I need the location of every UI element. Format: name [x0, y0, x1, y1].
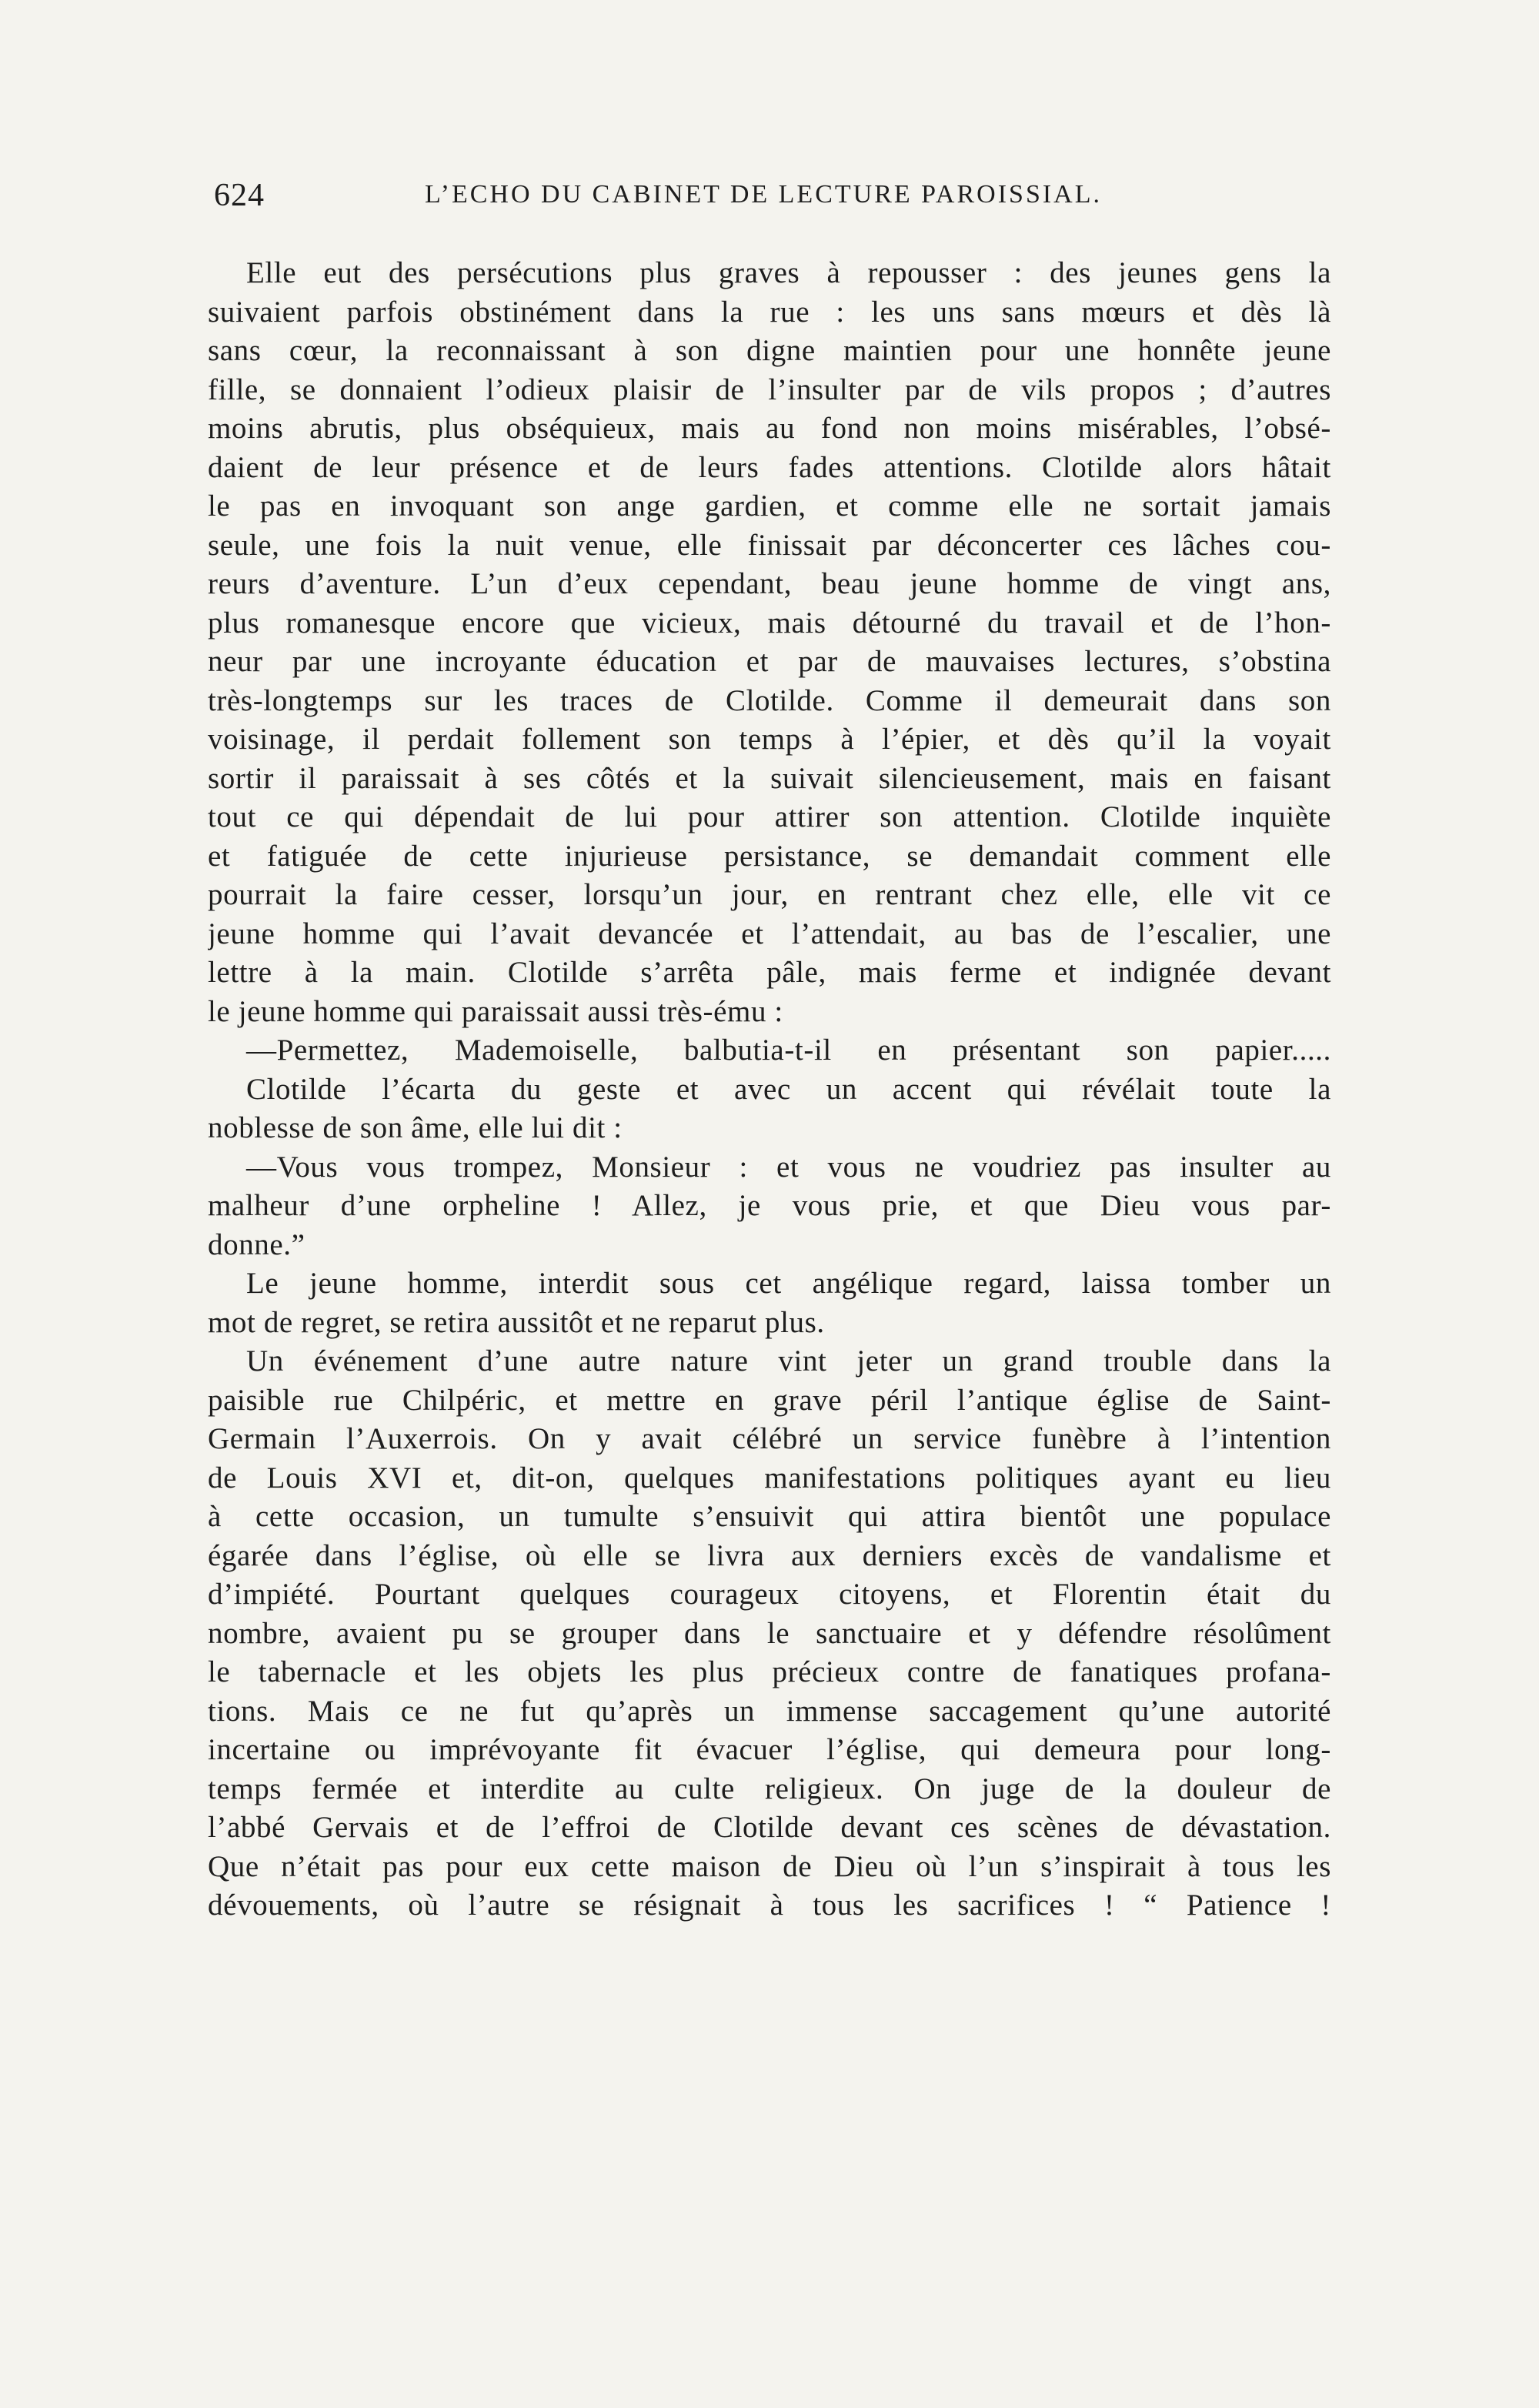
- text-line: noblesse de son âme, elle lui dit :: [208, 1111, 623, 1144]
- text-line: malheur d’une orpheline ! Allez, je vous prie, et que Dieu vous par-: [208, 1189, 1331, 1222]
- text-line: daient de leur présence et de leurs fades attentions. Clotilde alors hâtait: [208, 450, 1331, 484]
- text-line: d’impiété. Pourtant quelques courageux citoyens, et Florentin était du: [208, 1578, 1331, 1611]
- text-line: sans cœur, la reconnaissant à son digne maintien pour une honnête jeune: [208, 334, 1331, 367]
- text-line: jeune homme qui l’avait devancée et l’attendait, au bas de l’escalier, une: [208, 917, 1331, 950]
- text-line: le pas en invoquant son ange gardien, et comme elle ne sortait jamais: [208, 489, 1331, 523]
- text-line: dévouements, où l’autre se résignait à tous les sacrifices ! “ Patience !: [208, 1889, 1331, 1922]
- text-line: paisible rue Chilpéric, et mettre en grave péril l’antique église de Saint-: [208, 1383, 1331, 1417]
- text-line: l’abbé Gervais et de l’effroi de Clotilde devant ces scènes de dévastation.: [208, 1811, 1331, 1844]
- body-text: [208, 254, 1331, 1925]
- text-line: Que n’était pas pour eux cette maison de Dieu où l’un s’inspirait à tous les: [208, 1849, 1331, 1883]
- text-line: tions. Mais ce ne fut qu’après un immense saccagement qu’une autorité: [208, 1694, 1331, 1728]
- text-line: Elle eut des persécutions plus graves à repousser : des jeunes gens la: [246, 256, 1331, 289]
- text-line: très-longtemps sur les traces de Clotilde. Comme il demeurait dans son: [208, 683, 1331, 717]
- text-line: et fatiguée de cette injurieuse persistance, se demandait comment elle: [208, 839, 1331, 873]
- running-title: L’ECHO DU CABINET DE LECTURE PAROISSIAL.: [425, 180, 1103, 209]
- text-line: Germain l’Auxerrois. On y avait célébré un service funèbre à l’intention: [208, 1422, 1331, 1455]
- text-line: plus romanesque encore que vicieux, mais détourné du travail et de l’hon-: [208, 606, 1331, 640]
- text-line: voisinage, il perdait follement son temps à l’épier, et dès qu’il la voyait: [208, 723, 1331, 756]
- text-line: temps fermée et interdite au culte religieux. On juge de la douleur de: [208, 1772, 1331, 1805]
- text-line: Un événement d’une autre nature vint jeter un grand trouble dans la: [246, 1344, 1331, 1378]
- text-line: le jeune homme qui paraissait aussi très-ému :: [208, 994, 783, 1028]
- text-line: tout ce qui dépendait de lui pour attirer son attention. Clotilde inquiète: [208, 800, 1331, 833]
- text-line: sortir il paraissait à ses côtés et la suivait silencieusement, mais en faisant: [208, 761, 1331, 795]
- text-line: égarée dans l’église, où elle se livra aux derniers excès de vandalisme et: [208, 1538, 1331, 1572]
- page-number: 624: [214, 178, 265, 213]
- text-line: —Vous vous trompez, Monsieur : et vous ne voudriez pas insulter au: [246, 1150, 1331, 1184]
- text-line: lettre à la main. Clotilde s’arrêta pâle, mais ferme et indignée devant: [208, 956, 1331, 989]
- text-line: —Permettez, Mademoiselle, balbutia-t-il en présentant son papier.....: [246, 1034, 1331, 1067]
- text-line: reurs d’aventure. L’un d’eux cependant, beau jeune homme de vingt ans,: [208, 567, 1331, 600]
- page-header: [208, 177, 1331, 223]
- text-line: le tabernacle et les objets les plus précieux contre de fanatiques profana-: [208, 1655, 1331, 1688]
- text-line: neur par une incroyante éducation et par de mauvaises lectures, s’obstina: [208, 645, 1331, 678]
- text-line: Clotilde l’écarta du geste et avec un accent qui révélait toute la: [246, 1072, 1331, 1106]
- text-line: pourrait la faire cesser, lorsqu’un jour, en rentrant chez elle, elle vit ce: [208, 878, 1331, 911]
- text-line: mot de regret, se retira aussitôt et ne reparut plus.: [208, 1305, 825, 1339]
- text-line: moins abrutis, plus obséquieux, mais au fond non moins misérables, l’obsé-: [208, 412, 1331, 445]
- text-line: à cette occasion, un tumulte s’ensuivit qui attira bientôt une populace: [208, 1500, 1331, 1533]
- text-line: seule, une fois la nuit venue, elle finissait par déconcerter ces lâches cou-: [208, 528, 1331, 562]
- text-line: fille, se donnaient l’odieux plaisir de l’insulter par de vils propos ; d’autres: [208, 372, 1331, 406]
- text-line: de Louis XVI et, dit-on, quelques manifestations politiques ayant eu lieu: [208, 1461, 1331, 1495]
- text-line: suivaient parfois obstinément dans la rue : les uns sans mœurs et dès là: [208, 295, 1331, 329]
- text-line: incertaine ou imprévoyante fit évacuer l’église, qui demeura pour long-: [208, 1733, 1331, 1766]
- text-line: nombre, avaient pu se grouper dans le sanctuaire et y défendre résolûment: [208, 1616, 1331, 1650]
- text-line: Le jeune homme, interdit sous cet angélique regard, laissa tomber un: [246, 1267, 1331, 1300]
- text-line: donne.”: [208, 1227, 305, 1261]
